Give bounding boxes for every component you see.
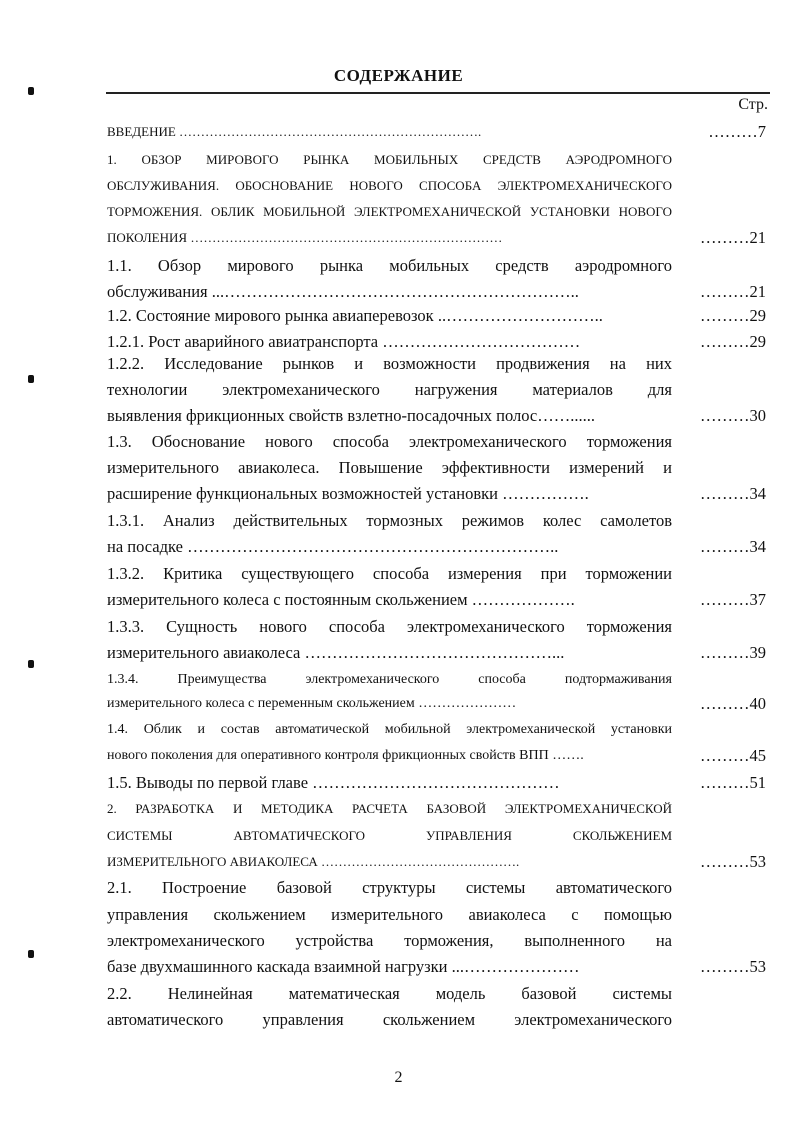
toc-line: ИЗМЕРИТЕЛЬНОГО АВИАКОЛЕСА ………………………………………. [107, 854, 520, 869]
toc-line: 1.1. Обзор мирового рынка мобильных средств аэродромного [107, 256, 672, 275]
toc-line: 1.2. Состояние мирового рынка авиаперевозок ..……………………….. [107, 306, 603, 325]
toc-line: измерительного колеса с постоянным скольжением ………………. [107, 590, 575, 609]
toc-line: 2.1. Построение базовой структуры системы автоматического [107, 878, 672, 897]
page-title: СОДЕРЖАНИЕ [333, 66, 464, 85]
margin-mark [28, 660, 34, 668]
toc-line: обслуживания ...……………………………………………………….. [107, 282, 579, 301]
toc-page-number: ………30 [700, 406, 766, 425]
toc-page-number: ………34 [700, 537, 766, 556]
toc-line: ТОРМОЖЕНИЯ. ОБЛИК МОБИЛЬНОЙ ЭЛЕКТРОМЕХАНИЧЕСКОЙ УСТАНОВКИ НОВОГО [107, 204, 672, 219]
toc-page-number: ………53 [700, 957, 766, 976]
toc-page-number: ………37 [700, 590, 766, 609]
toc-line: 1.3.1. Анализ действительных тормозных режимов колес самолетов [107, 511, 672, 530]
toc-line: нового поколения для оперативного контроля фрикционных свойств ВПП ……. [107, 748, 584, 763]
toc-line: ВВЕДЕНИЕ ……………………………………………………………. [107, 124, 482, 139]
toc-line: электромеханического устройства торможения, выполненного на [107, 931, 672, 950]
toc-line: измерительного колеса с переменным скольжением ………………… [107, 696, 517, 711]
toc-line: 1.4. Облик и состав автоматической мобильной электромеханической установки [107, 722, 672, 737]
toc-page-number: ………40 [700, 694, 766, 713]
toc-line: 2. РАЗРАБОТКА И МЕТОДИКА РАСЧЕТА БАЗОВОЙ ЭЛЕКТРОМЕХАНИЧЕСКОЙ [107, 801, 672, 816]
toc-line: 1.2.2. Исследование рынков и возможности продвижения на них [107, 354, 672, 373]
toc-page-number: ………51 [700, 773, 766, 792]
toc-line: управления скольжением измерительного авиаколеса с помощью [107, 905, 672, 924]
toc-line: ПОКОЛЕНИЯ ……………………………………………………………… [107, 230, 503, 245]
toc-line: 1. ОБЗОР МИРОВОГО РЫНКА МОБИЛЬНЫХ СРЕДСТВ АЭРОДРОМНОГО [107, 152, 672, 167]
toc-page-number: ………7 [708, 122, 766, 141]
toc-page-number: ………45 [700, 746, 766, 765]
title-divider [106, 92, 770, 94]
page-number: 2 [394, 1069, 403, 1086]
toc-line: автоматического управления скольжением электромеханического [107, 1010, 672, 1029]
toc-line: на посадке ………………………………………………………….. [107, 537, 559, 556]
toc-line: базе двухмашинного каскада взаимной нагрузки ...………………… [107, 957, 580, 976]
toc-page-number: ………21 [700, 282, 766, 301]
toc-page-number: ………29 [700, 306, 766, 325]
toc-line: расширение функциональных возможностей установки ……………. [107, 484, 589, 503]
toc-line: выявления фрикционных свойств взлетно-посадочных полос……...... [107, 406, 595, 425]
toc-page-number: ………34 [700, 484, 766, 503]
toc-line: 1.3.4. Преимущества электромеханического способа подтормаживания [107, 672, 672, 687]
toc-line: 1.3. Обоснование нового способа электромеханического торможения [107, 432, 672, 451]
toc-line: 1.3.3. Сущность нового способа электромеханического торможения [107, 617, 672, 636]
margin-mark [28, 950, 34, 958]
toc-page-number: ………53 [700, 852, 766, 871]
toc-line: 2.2. Нелинейная математическая модель базовой системы [107, 984, 672, 1003]
toc-page-number: ………29 [700, 332, 766, 351]
toc-page-number: ………39 [700, 643, 766, 662]
toc-line: ОБСЛУЖИВАНИЯ. ОБОСНОВАНИЕ НОВОГО СПОСОБА ЭЛЕКТРОМЕХАНИЧЕСКОГО [107, 178, 672, 193]
toc-line: технологии электромеханического нагружения материалов для [107, 380, 672, 399]
toc-line: измерительного авиаколеса ………………………………………... [107, 643, 565, 662]
margin-mark [28, 375, 34, 383]
margin-mark [28, 87, 34, 95]
toc-line: измерительного авиаколеса. Повышение эффективности измерений и [107, 458, 672, 477]
toc-line: 1.5. Выводы по первой главе ……………………………………… [107, 773, 560, 792]
toc-line: 1.2.1. Рост аварийного авиатранспорта ……………………………… [107, 332, 581, 351]
toc-line: СИСТЕМЫ АВТОМАТИЧЕСКОГО УПРАВЛЕНИЯ СКОЛЬЖЕНИЕМ [107, 828, 672, 843]
toc-page-number: ………21 [700, 228, 766, 247]
toc-line: 1.3.2. Критика существующего способа измерения при торможении [107, 564, 672, 583]
page-column-label: Стр. [738, 96, 768, 113]
